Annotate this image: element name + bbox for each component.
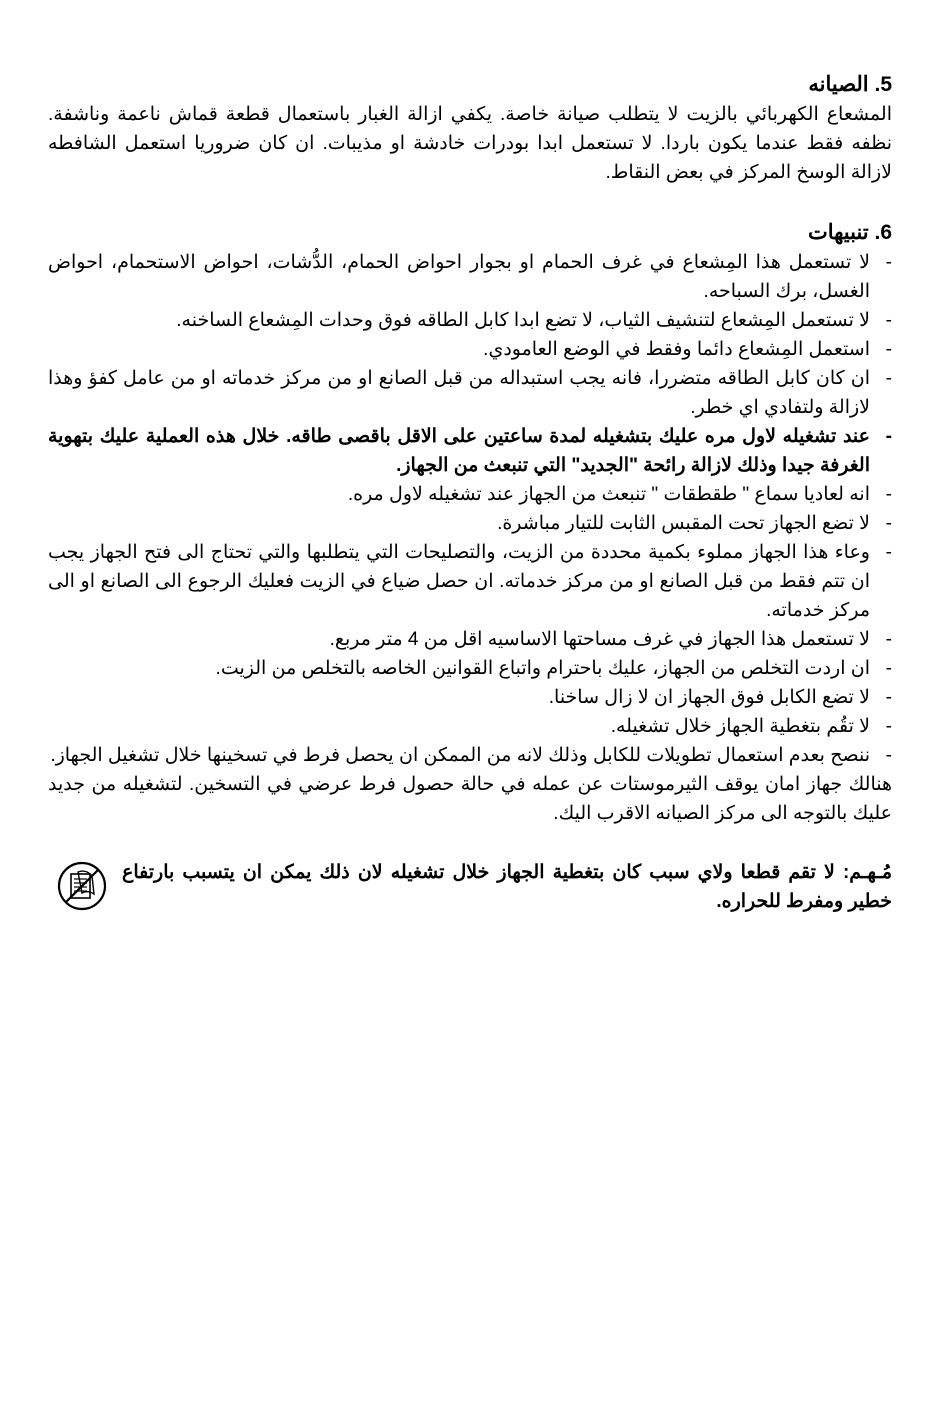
maintenance-title: 5. الصيانه (808, 73, 892, 96)
warning-item: - وعاء هذا الجهاز مملوء بكمية محددة من الزيت، والتصليحات التي يتطلبها والتي تحتاج الى فتح الجهاز يجب ان تتم فقط من قبل الصانع او من مركز خدماته. ان حصل ضياع في الزيت فعليك الرجوع الى الصانع او الى مركز خدماته. (48, 542, 892, 621)
warning-item: - لا تستعمل هذا المِشعاع في غرف الحمام او بجوار احواض الحمام، الدُّشات، احواض الاستحمام، احواض الغسل، برك السباحه. (48, 252, 892, 302)
warning-item: - لا تقُم بتغطية الجهاز خلال تشغيله. (610, 716, 892, 737)
warning-item: - لا تضع الكابل فوق الجهاز ان لا زال ساخنا. (548, 687, 892, 708)
warning-item: - استعمل المِشعاع دائما وفقط في الوضع العامودي. (483, 339, 892, 360)
warning-item: - لا تستعمل المِشعاع لتنشيف الثياب، لا تضع ابدا كابل الطاقه فوق وحدات المِشعاع الساخنه. (176, 310, 892, 331)
warning-item: - لا تستعمل هذا الجهاز في غرف مساحتها الاساسيه اقل من 4 متر مربع. (329, 629, 892, 650)
section-spacer (48, 828, 892, 858)
warnings-list (48, 248, 892, 770)
thermostat-note: هنالك جهاز امان يوقف الثيرموستات عن عمله في حالة حصول فرط عرضي في التسخين. لتشغيله من جديد عليك بالتوجه الى مركز الصيانه الاقرب اليك. (48, 774, 892, 824)
warnings-title: 6. تنبيهات (807, 221, 892, 244)
maintenance-text: المشعاع الكهربائي بالزيت لا يتطلب صيانة خاصة. يكفي ازالة الغبار باستعمال قطعة قماش ناعمة وناشفة. نظفه فقط عندما يكون باردا. لا تستعمل ابدا بودرات خادشة او مذيبات. ان كان ضروريا استعمل الشافطه لازالة الوسخ المركز في بعض النقاط. (48, 104, 892, 183)
warning-item: - ان كان كابل الطاقه متضررا، فانه يجب استبداله من قبل الصانع او من مركز خدماته او من عامل كفؤ وهذا لازالة ولتفادي اي خطر. (48, 368, 892, 418)
section-spacer (48, 187, 892, 218)
warning-item: - ننصح بعدم استعمال تطويلات للكابل وذلك لانه من الممكن ان يحصل فرط في تسخينها خلال تشغيل الجهاز. (50, 745, 892, 766)
warning-item: - انه لعاديا سماع " طقطقات " تنبعث من الجهاز عند تشغيله لاول مره. (347, 484, 892, 505)
important-notice (48, 858, 892, 916)
important-text: مُـهـم: لا تقم قطعا ولاي سبب كان بتغطية الجهاز خلال تشغيله لان ذلك يمكن ان يتسبب بارتفاع خطير ومفرط للحراره. (122, 862, 892, 912)
do-not-cover-icon (56, 860, 108, 912)
warning-item: - ان اردت التخلص من الجهاز، عليك باحترام واتباع القوانين الخاصه بالتخلص من الزيت. (215, 658, 892, 679)
warning-item: - لا تضع الجهاز تحت المقبس الثابت للتيار مباشرة. (497, 513, 892, 534)
warning-item-first-use: - عند تشغيله لاول مره عليك بتشغيله لمدة ساعتين على الاقل باقصى طاقه. خلال هذه العملية عليك بتهوية الغرفة جيدا وذلك لازالة رائحة "الجديد" التي تنبعث من الجهاز. (48, 426, 892, 476)
